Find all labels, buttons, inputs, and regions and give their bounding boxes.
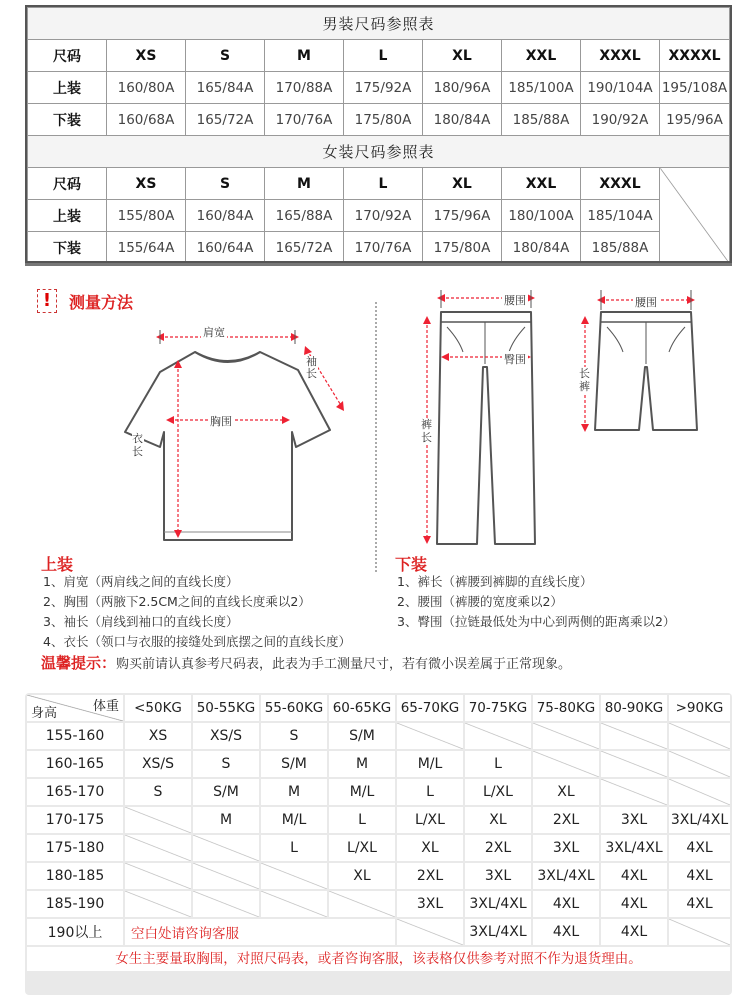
size-cell: 165/84A [186,72,265,104]
height-row [27,891,730,917]
empty-cell [125,863,191,889]
empty-cell [261,891,327,917]
women-header-cell: XXXL [581,168,660,200]
length-label: 衣长 [132,432,143,458]
women-header-cell: XL [423,168,502,200]
empty-diagonal-cell [660,168,730,264]
size-cell: M [193,807,259,833]
weight-header-cell: 50-55KG [193,695,259,721]
empty-cell [125,807,191,833]
women-header-cell: M [265,168,344,200]
row-label: 上装 [28,200,107,232]
size-cell: 4XL [669,835,730,861]
size-cell: S/M [261,751,327,777]
empty-cell [125,835,191,861]
height-row [27,751,730,777]
size-cell: XS [125,723,191,749]
height-cell: 165-170 [27,779,123,805]
men-header-cell: XXXXL [660,40,730,72]
size-cell: 4XL [533,891,599,917]
weight-axis-label: 体重 [92,699,119,714]
size-cell: XS/S [193,723,259,749]
men-header-row [28,40,730,72]
height-cell: 170-175 [27,807,123,833]
height-row [27,919,730,945]
size-cell: 4XL [669,891,730,917]
size-cell: 170/88A [265,72,344,104]
empty-cell [193,891,259,917]
size-cell: 155/80A [107,200,186,232]
row-label: 下装 [28,232,107,264]
weight-header-cell: 60-65KG [329,695,395,721]
size-cell: 170/76A [344,232,423,264]
size-cell: L [329,807,395,833]
note-item: 1、裤长（裤腰到裤脚的直线长度） [397,574,593,589]
pants-hip-label: 臀围 [504,353,526,366]
size-cell: 185/88A [581,232,660,264]
height-row [27,835,730,861]
note-item: 1、肩宽（两肩线之间的直线长度） [43,574,239,589]
size-cell: 165/88A [265,200,344,232]
size-cell: 175/96A [423,200,502,232]
size-cell: 4XL [533,919,599,945]
men-header-cell: L [344,40,423,72]
empty-cell [669,723,730,749]
size-cell: 2XL [397,863,463,889]
size-cell: 185/88A [502,104,581,136]
empty-cell [533,751,599,777]
height-cell: 180-185 [27,863,123,889]
size-cell: S/M [193,779,259,805]
footer-disclaimer: 女生主要量取胸围，对照尺码表，或者咨询客服，该表格仅供参考对照不作为退货理由。 [27,947,730,971]
women-header-cell: XXL [502,168,581,200]
size-cell: 180/96A [423,72,502,104]
weight-header-cell: >90KG [669,695,730,721]
shorts-waist-label: 腰围 [635,296,657,309]
height-row [27,723,730,749]
row-label: 下装 [28,104,107,136]
size-chart-panel [25,5,732,263]
shorts-length-label: 长裤 [579,367,590,393]
women-bottom-row [28,232,730,264]
empty-cell [465,723,531,749]
men-bottom-row [28,104,730,136]
men-header-cell: S [186,40,265,72]
size-cell: 165/72A [265,232,344,264]
size-cell: 2XL [533,807,599,833]
size-cell: XL [397,835,463,861]
size-cell: 190/92A [581,104,660,136]
size-chart-table [27,7,730,263]
size-cell: M/L [261,807,327,833]
size-cell: 3XL [465,863,531,889]
size-cell: 4XL [601,863,667,889]
tip-line [41,652,571,673]
size-cell: 3XL/4XL [465,891,531,917]
size-cell: 195/96A [660,104,730,136]
measure-title: 测量方法 [69,293,134,312]
size-cell: 3XL [601,807,667,833]
size-cell: L/XL [397,807,463,833]
men-chart-title: 男装尺码参照表 [28,8,730,40]
size-cell: S/M [329,723,395,749]
size-cell: M [261,779,327,805]
height-cell: 190以上 [27,919,123,945]
size-cell: S [193,751,259,777]
empty-cell [601,779,667,805]
size-cell: 170/76A [265,104,344,136]
dotted-divider [375,302,377,572]
men-header-cell: XL [423,40,502,72]
size-cell: 160/84A [186,200,265,232]
size-cell: 4XL [601,891,667,917]
size-cell: 4XL [601,919,667,945]
men-header-cell: 尺码 [28,40,107,72]
weight-header-cell: <50KG [125,695,191,721]
note-item: 3、臀围（拉链最低处为中心到两侧的距离乘以2） [397,614,676,629]
height-cell: 185-190 [27,891,123,917]
size-cell: 195/108A [660,72,730,104]
weight-header-cell: 80-90KG [601,695,667,721]
size-cell: 3XL/4XL [601,835,667,861]
measurement-section [25,272,732,682]
height-weight-corner [27,695,123,721]
empty-cell [601,723,667,749]
note-item: 2、腰围（裤腰的宽度乘以2） [397,594,563,609]
size-cell: 160/80A [107,72,186,104]
size-cell: XL [465,807,531,833]
empty-cell [397,919,463,945]
size-cell: 165/72A [186,104,265,136]
pants-diagram [403,282,563,552]
empty-cell [669,779,730,805]
size-cell: 180/84A [423,104,502,136]
women-header-row [28,168,730,200]
chest-label: 胸围 [210,415,232,428]
size-cell: L [465,751,531,777]
women-header-cell: 尺码 [28,168,107,200]
women-title-row [28,136,730,168]
height-row [27,863,730,889]
weight-header-cell: 70-75KG [465,695,531,721]
men-header-cell: XXL [502,40,581,72]
size-cell: 2XL [465,835,531,861]
size-cell: 175/80A [423,232,502,264]
size-cell: 190/104A [581,72,660,104]
size-cell: XL [329,863,395,889]
height-cell: 175-180 [27,835,123,861]
women-chart-title: 女装尺码参照表 [28,136,730,168]
size-cell: 180/100A [502,200,581,232]
empty-cell [261,863,327,889]
size-cell: 155/64A [107,232,186,264]
size-cell: 185/104A [581,200,660,232]
women-header-cell: L [344,168,423,200]
size-cell: XS/S [125,751,191,777]
row-label: 上装 [28,72,107,104]
size-cell: 3XL [533,835,599,861]
size-cell: 175/80A [344,104,423,136]
women-header-cell: XS [107,168,186,200]
size-cell: S [125,779,191,805]
size-cell: 180/84A [502,232,581,264]
sleeve-label: 袖长 [306,355,317,380]
size-cell: 4XL [669,863,730,889]
empty-cell [669,919,730,945]
empty-cell [533,723,599,749]
empty-cell [669,751,730,777]
size-cell: M/L [329,779,395,805]
empty-cell [125,891,191,917]
empty-cell [397,723,463,749]
shoulder-label: 肩宽 [203,326,225,339]
tip-text: 购买前请认真参考尺码表，此表为手工测量尺寸，若有微小误差属于正常现象。 [116,657,572,672]
blank-note: 空白处请咨询客服 [125,919,395,945]
men-header-cell: XXXL [581,40,660,72]
bottom-wear-title: 下装 [395,555,428,574]
bottom-wear-notes [397,572,675,632]
size-cell: 160/64A [186,232,265,264]
size-cell: 3XL [397,891,463,917]
height-cell: 155-160 [27,723,123,749]
note-item: 3、袖长（肩线到袖口的直线长度） [43,614,239,629]
size-cell: M [329,751,395,777]
weight-height-panel [25,693,732,995]
height-row [27,779,730,805]
size-cell: L/XL [465,779,531,805]
height-row [27,807,730,833]
women-header-cell: S [186,168,265,200]
size-cell: M/L [397,751,463,777]
size-cell: 185/100A [502,72,581,104]
weight-header-row [27,695,730,721]
size-cell: 3XL/4XL [465,919,531,945]
men-header-cell: XS [107,40,186,72]
size-cell: 170/92A [344,200,423,232]
empty-cell [601,751,667,777]
size-cell: 175/92A [344,72,423,104]
weight-header-cell: 55-60KG [261,695,327,721]
size-cell: L [261,835,327,861]
top-wear-notes [43,572,351,652]
height-cell: 160-165 [27,751,123,777]
men-title-row [28,8,730,40]
weight-header-cell: 65-70KG [397,695,463,721]
size-cell: XL [533,779,599,805]
empty-cell [193,863,259,889]
men-top-row [28,72,730,104]
weight-height-table [25,693,732,947]
note-item: 2、胸围（两腋下2.5CM之间的直线长度乘以2） [43,594,311,609]
note-item: 4、衣长（领口与衣服的接缝处到底摆之间的直线长度） [43,634,351,649]
height-axis-label: 身高 [31,706,58,721]
tip-label: 温馨提示： [41,654,117,672]
size-cell: L [397,779,463,805]
pants-length-label: 裤长 [421,418,432,444]
men-header-cell: M [265,40,344,72]
size-cell: S [261,723,327,749]
women-top-row [28,200,730,232]
top-wear-title: 上装 [41,555,74,574]
size-cell: 160/68A [107,104,186,136]
section-divider [25,263,732,266]
warning-icon: ! [37,289,57,313]
empty-cell [329,891,395,917]
size-cell: 3XL/4XL [669,807,730,833]
size-cell: L/XL [329,835,395,861]
pants-waist-label: 腰围 [504,294,526,307]
tshirt-diagram [120,312,350,552]
weight-header-cell: 75-80KG [533,695,599,721]
empty-cell [193,835,259,861]
size-cell: 3XL/4XL [533,863,599,889]
